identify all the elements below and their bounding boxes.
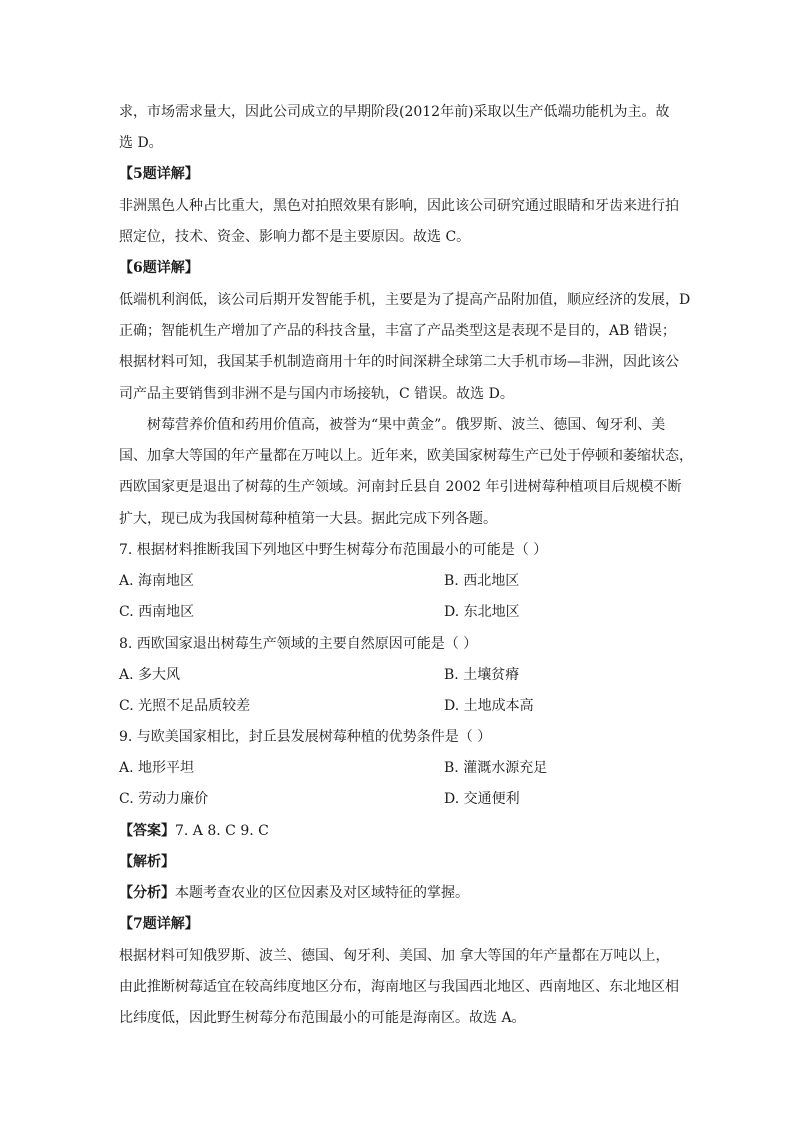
question-7-option-c: C. 西南地区 xyxy=(119,604,195,620)
question-8-option-a: A. 多大风 xyxy=(119,667,181,683)
passage-line: 树莓营养价值和药用价值高，被誉为“果中黄金”。俄罗斯、波兰、德国、匈牙利、美 xyxy=(147,417,666,433)
analysis-label: 【分析】 xyxy=(119,885,175,901)
answer-text: 7. A 8. C 9. C xyxy=(175,823,269,839)
analysis-text: 本题考查农业的区位因素及对区域特征的掌握。 xyxy=(175,885,469,901)
answer-line xyxy=(119,821,269,841)
question-9-option-a: A. 地形平坦 xyxy=(119,760,195,776)
section-heading-q7: 【7题详解】 xyxy=(119,916,199,932)
text-line: 根据材料可知俄罗斯、波兰、德国、匈牙利、美国、加 拿大等国的年产量都在万吨以上， xyxy=(119,948,670,964)
passage-line: 扩大，现已成为我国树莓种植第一大县。据此完成下列各题。 xyxy=(119,511,497,527)
text-line: 低端机利润低，该公司后期开发智能手机，主要是为了提高产品附加值，顺应经济的发展，D xyxy=(119,292,691,308)
text-line: 求，市场需求量大，因此公司成立的早期阶段(2012年前)采取以生产低端功能机为主。故 xyxy=(119,104,670,120)
analysis-line xyxy=(119,883,469,903)
text-line: 选 D。 xyxy=(119,135,163,151)
question-7-option-a: A. 海南地区 xyxy=(119,573,195,589)
question-8-option-d: D. 土地成本高 xyxy=(444,698,534,714)
question-9-option-b: B. 灌溉水源充足 xyxy=(444,760,548,776)
passage-line: 国、加拿大等国的年产量都在万吨以上。近年来，欧美国家树莓生产已处于停顿和萎缩状态， xyxy=(119,448,693,464)
section-heading-q5: 【5题详解】 xyxy=(119,166,199,182)
question-9-stem: 9. 与欧美国家相比，封丘县发展树莓种植的优势条件是（ ） xyxy=(119,729,492,745)
question-8-option-c: C. 光照不足品质较差 xyxy=(119,698,251,714)
question-7-stem: 7. 根据材料推断我国下列地区中野生树莓分布范围最小的可能是（ ） xyxy=(119,542,548,558)
text-line: 比纬度低，因此野生树莓分布范围最小的可能是海南区。故选 A。 xyxy=(119,1010,526,1026)
question-8-option-b: B. 土壤贫瘠 xyxy=(444,667,520,683)
question-9-option-c: C. 劳动力廉价 xyxy=(119,791,209,807)
text-line: 司产品主要销售到非洲不是与国内市场接轨，C 错误。故选 D。 xyxy=(119,386,514,402)
text-line: 根据材料可知，我国某手机制造商用十年的时间深耕全球第二大手机市场—非洲，因此该公 xyxy=(119,354,679,370)
section-heading-q6: 【6题详解】 xyxy=(119,260,199,276)
text-line: 非洲黑色人种占比重大，黑色对拍照效果有影响，因此该公司研究通过眼睛和牙齿来进行拍 xyxy=(119,198,679,214)
text-line: 正确；智能机生产增加了产品的科技含量，丰富了产品类型这是表现不是目的，AB 错误； xyxy=(119,323,676,339)
analysis-heading: 【解析】 xyxy=(119,854,175,870)
passage-line: 西欧国家更是退出了树莓的生产领域。河南封丘县自 2002 年引进树莓种植项目后规模不断 xyxy=(119,479,682,495)
text-line: 由此推断树莓适宜在较高纬度地区分布，海南地区与我国西北地区、西南地区、东北地区相 xyxy=(119,979,679,995)
answer-label: 【答案】 xyxy=(119,823,175,839)
question-7-option-d: D. 东北地区 xyxy=(444,604,520,620)
question-9-option-d: D. 交通便利 xyxy=(444,791,520,807)
text-line: 照定位，技术、资金、影响力都不是主要原因。故选 C。 xyxy=(119,229,471,245)
question-7-option-b: B. 西北地区 xyxy=(444,573,520,589)
question-8-stem: 8. 西欧国家退出树莓生产领域的主要自然原因可能是（ ） xyxy=(119,636,478,652)
